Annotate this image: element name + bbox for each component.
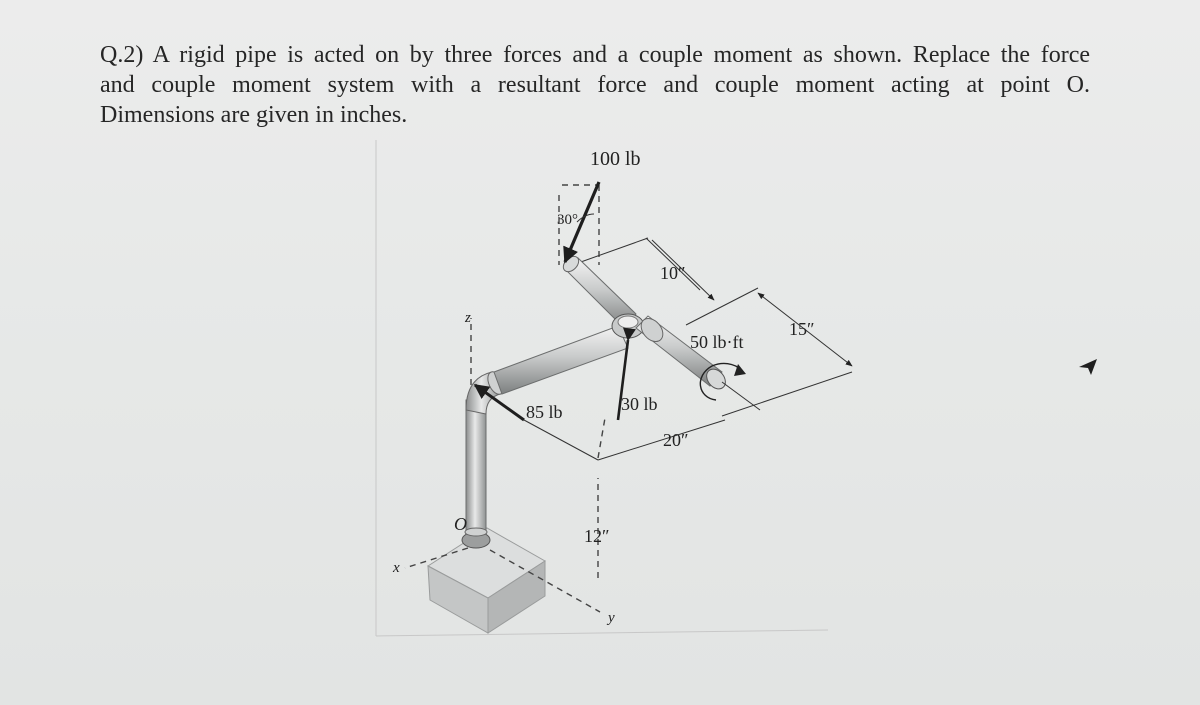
- question-line-1: Q.2) A rigid pipe is acted on by three forces and a couple moment as shown. Replace the force: [100, 42, 1090, 68]
- label-moment: 50 lb·ft: [690, 332, 744, 352]
- pipe-main: [494, 326, 628, 394]
- label-force-100lb: 100 lb: [590, 148, 641, 170]
- label-axis-z: z: [465, 310, 471, 326]
- label-angle: 30°: [557, 212, 578, 228]
- label-dim-20: 20″: [663, 430, 689, 450]
- label-force-30lb: 30 lb: [621, 394, 658, 414]
- question-line-2: and couple moment system with a resultant force and couple moment acting at point O.: [100, 72, 1090, 98]
- label-origin: O: [454, 514, 467, 534]
- label-dim-12: 12″: [584, 526, 610, 546]
- label-dim-10: 10″: [660, 263, 686, 283]
- label-axis-x: x: [393, 560, 400, 576]
- label-force-85lb: 85 lb: [526, 402, 563, 422]
- label-dim-15: 15″: [789, 319, 815, 339]
- question-line-3: Dimensions are given in inches.: [100, 102, 408, 128]
- mouse-cursor-icon: [1077, 357, 1099, 377]
- label-axis-y: y: [608, 610, 615, 626]
